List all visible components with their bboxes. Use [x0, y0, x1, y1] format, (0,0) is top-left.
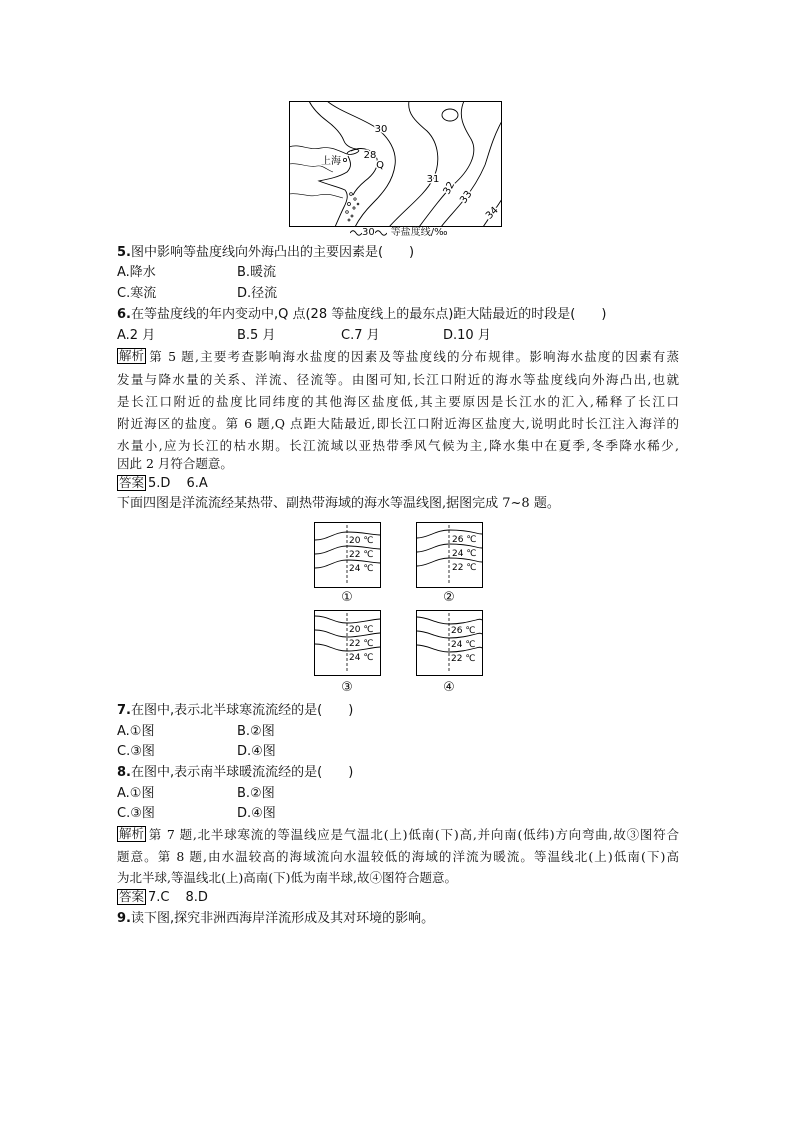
option-c: C.寒流: [117, 286, 157, 301]
question-text: 在图中,表示北半球寒流流经的是( ): [130, 703, 354, 718]
isotherm-label: 22 ℃: [349, 550, 374, 560]
analysis-line: 因此 2 月符合题意。: [117, 456, 233, 471]
question-6: [117, 306, 679, 323]
answer-item: 5.D: [148, 476, 171, 491]
question-7: [117, 702, 679, 719]
answer-tag: 答案: [119, 475, 145, 490]
question-9: [117, 910, 679, 927]
analysis-text: 第 7 题,北半球寒流的等温线应是气温北(上)低南(下)高,并向南(低纬)方向弯曲,故③图符合: [148, 827, 679, 842]
isoline-label-30: 30: [374, 124, 388, 135]
answer-5-6: [117, 475, 679, 492]
question-8: [117, 764, 679, 781]
option-d: D.10 月: [443, 328, 491, 343]
analysis-line: 水量小,应为长江的枯水期。长江流域以亚热带季风气候为主,降水集中在夏季,冬季降水稀少,: [117, 438, 679, 453]
question-number: 5.: [117, 245, 131, 260]
analysis-tag: 解析: [119, 826, 145, 841]
isotherm-label: 22 ℃: [349, 639, 374, 649]
option-a: A.降水: [117, 265, 156, 280]
option-d: D.④图: [237, 744, 276, 759]
question-text: 图中影响等盐度线向外海凸出的主要因素是( ): [130, 245, 415, 260]
salinity-map-figure: [289, 101, 502, 227]
analysis-line: 附近海区的盐度。第 6 题,Q 点距大陆最近,即长江口附近海区盐度大,说明此时长江注入海洋的: [117, 416, 679, 431]
option-a: A.2 月: [117, 328, 156, 343]
isoline-label-33: 33: [458, 188, 475, 206]
option-d: D.径流: [237, 286, 278, 301]
isotherm-label: 24 ℃: [349, 564, 374, 574]
question-6-options: [117, 327, 679, 344]
option-a: A.①图: [117, 724, 155, 739]
question-text: 在等盐度线的年内变动中,Q 点(28 等盐度线上的最东点)距大陆最近的时段是( ): [130, 307, 607, 322]
isotherm-label: 20 ℃: [349, 536, 374, 546]
answer-tag: 答案: [119, 889, 145, 904]
isoline-label-34: 34: [483, 204, 501, 222]
isotherm-label: 26 ℃: [451, 626, 476, 636]
question-5: [117, 244, 679, 261]
legend-value: 30: [362, 227, 375, 238]
analysis-line: 是长江口附近的盐度比同纬度的其他海区盐度低,其主要原因是长江水的汇入,稀释了长江口: [117, 394, 679, 409]
isotherm-label: 26 ℃: [452, 535, 477, 545]
analysis-line: 发量与降水量的关系、洋流、径流等。由图可知,长江口附近的海水等盐度线向外海凸出,也就: [117, 372, 679, 387]
option-b: B.②图: [237, 786, 275, 801]
question-5-options-row-2: [117, 285, 679, 302]
figure-caption: ④: [443, 680, 455, 695]
answer-7-8: [117, 889, 679, 906]
isoline-label-31: 31: [426, 174, 440, 185]
option-b: B.暖流: [237, 265, 277, 280]
isotherm-label: 24 ℃: [452, 549, 477, 559]
isotherm-figure-3: [314, 610, 381, 676]
option-b: B.②图: [237, 724, 275, 739]
analysis-line: [117, 348, 679, 365]
analysis-text: 第 5 题,主要考查影响海水盐度的因素及等盐度线的分布规律。影响海水盐度的因素有蒸: [148, 349, 679, 364]
question-number: 7.: [117, 703, 131, 718]
salinity-map: [289, 101, 502, 227]
figure-caption: ①: [341, 590, 353, 605]
option-c: C.7 月: [341, 328, 380, 343]
answer-item: 6.A: [186, 476, 208, 491]
question-number: 6.: [117, 307, 131, 322]
question-8-options-row-1: [117, 785, 679, 802]
isotherm-figure-4: [416, 610, 483, 676]
analysis-tag: 解析: [119, 348, 145, 363]
isoline-symbol: [350, 229, 362, 237]
analysis-line: 为北半球,等温线北(上)高南(下)低为南半球,故④图符合题意。: [117, 870, 457, 885]
option-b: B.5 月: [237, 328, 276, 343]
question-7-options-row-1: [117, 723, 679, 740]
question-8-options-row-2: [117, 805, 679, 822]
city-label: 上海: [321, 156, 341, 167]
isotherm-figure-1: [314, 522, 381, 588]
isoline-symbol: [375, 229, 387, 237]
isotherm-label: 22 ℃: [451, 654, 476, 664]
analysis-line: 题意。第 8 题,由水温较高的海域流向水温较低的海域的洋流为暖流。等温线北(上)低南(下)高: [117, 849, 679, 864]
question-7-options-row-2: [117, 743, 679, 760]
question-number: 9.: [117, 911, 131, 926]
option-c: C.③图: [117, 806, 155, 821]
isoline-label-28: 28: [363, 150, 377, 161]
isotherm-label: 20 ℃: [349, 625, 374, 635]
isotherm-label: 24 ℃: [451, 640, 476, 650]
map-legend: [350, 226, 448, 240]
isotherm-figure-2: [416, 522, 483, 588]
question-5-options-row-1: [117, 264, 679, 281]
answer-item: 7.C: [148, 890, 170, 905]
option-d: D.④图: [237, 806, 276, 821]
figure-caption: ③: [341, 680, 353, 695]
city-marker: [343, 158, 346, 161]
isoline-label-32: 32: [441, 180, 458, 197]
questions-7-8-intro: 下面四图是洋流流经某热带、副热带海域的海水等温线图,据图完成 7~8 题。: [117, 496, 560, 511]
option-a: A.①图: [117, 786, 155, 801]
question-text: 读下图,探究非洲西海岸洋流形成及其对环境的影响。: [130, 911, 435, 926]
legend-label: 等盐度线/‰: [390, 227, 448, 238]
figure-caption: ②: [443, 590, 455, 605]
question-number: 8.: [117, 765, 131, 780]
question-text: 在图中,表示南半球暖流流经的是( ): [130, 765, 354, 780]
answer-item: 8.D: [185, 890, 208, 905]
isotherm-label: 24 ℃: [349, 653, 374, 663]
isotherm-label: 22 ℃: [452, 563, 477, 573]
option-c: C.③图: [117, 744, 155, 759]
point-q-label: Q: [376, 160, 384, 171]
analysis-line: [117, 826, 679, 843]
